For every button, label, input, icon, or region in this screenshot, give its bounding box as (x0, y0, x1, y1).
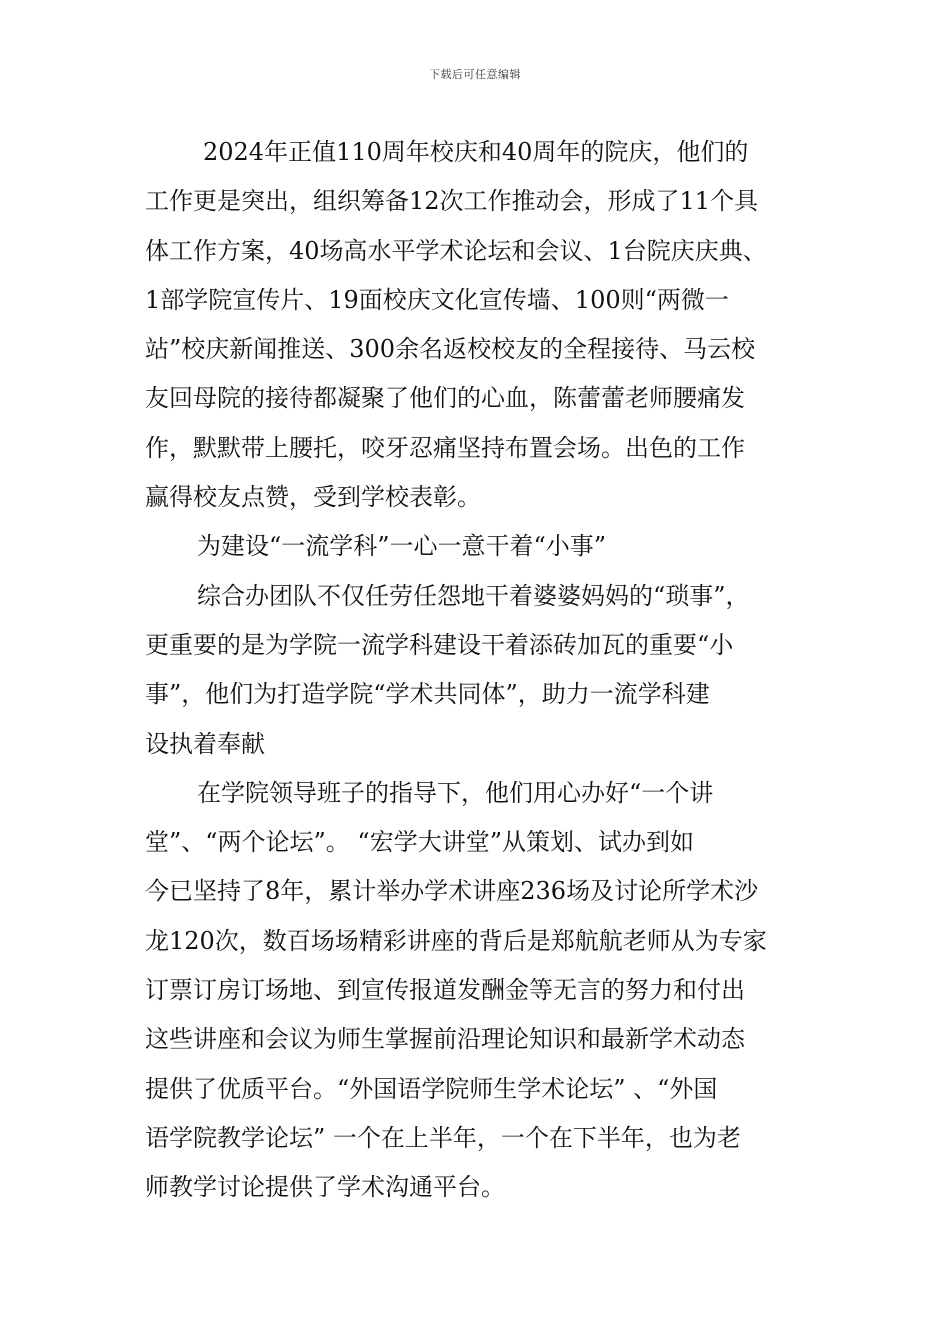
paragraph-2-line-3: 事”，他们为打造学院“学术共同体”，助力一流学科建 (145, 680, 710, 709)
paragraph-2-line-2: 更重要的是为学院一流学科建设干着添砖加瓦的重要“小 (145, 630, 734, 659)
paragraph-3-line-3: 今已坚持了8年，累计举办学术讲座236场及讨论所学术沙 (145, 877, 759, 906)
paragraph-3-line-2: 堂”、“两个论坛”。 “宏学大讲堂”从策划、试办到如 (145, 828, 694, 857)
paragraph-3-line-1: 在学院领导班子的指导下，他们用心办好“一个讲 (197, 778, 714, 807)
paragraph-3-line-9: 师教学讨论提供了学术沟通平台。 (145, 1173, 505, 1202)
paragraph-1-line-1: 2024年正值110周年校庆和40周年的院庆，他们的 (203, 138, 749, 166)
paragraph-1-line-5: 站”校庆新闻推送、300余名返校校友的全程接待、马云校 (145, 335, 756, 364)
paragraph-3-line-5: 订票订房订场地、到宣传报道发酬金等无言的努力和付出 (145, 976, 745, 1005)
paragraph-1-line-3: 体工作方案，40场高水平学术论坛和会议、1台院庆庆典、 (145, 236, 767, 265)
paragraph-3-line-7: 提供了优质平台。“外国语学院师生学术论坛” 、“外国 (145, 1074, 718, 1103)
paragraph-3-line-8: 语学院教学论坛” 一个在上半年，一个在下半年，也为老 (145, 1123, 741, 1152)
document-body (145, 128, 810, 1213)
paragraph-1-line-2: 工作更是突出，组织筹备12次工作推动会，形成了11个具 (145, 187, 759, 216)
paragraph-1-line-8: 赢得校友点赞，受到学校表彰。 (145, 483, 481, 512)
page-header: 下载后可任意编辑 (429, 68, 521, 81)
paragraph-3-line-6: 这些讲座和会议为师生掌握前沿理论知识和最新学术动态 (145, 1025, 745, 1054)
paragraph-1-line-4: 1部学院宣传片、19面校庆文化宣传墙、100则“两微一 (145, 285, 729, 314)
paragraph-3-line-4: 龙120次，数百场场精彩讲座的背后是郑航航老师从为专家 (145, 926, 767, 955)
paragraph-2-line-1: 综合办团队不仅任劳任怨地干着婆婆妈妈的“琐事”， (197, 581, 750, 610)
paragraph-1-line-7: 作，默默带上腰托，咬牙忍痛坚持布置会场。出色的工作 (145, 433, 745, 462)
section-heading: 为建设“一流学科”一心一意干着“小事” (197, 532, 607, 561)
paragraph-1-line-6: 友回母院的接待都凝聚了他们的心血，陈蕾蕾老师腰痛发 (145, 384, 745, 413)
paragraph-2-line-4: 设执着奉献 (145, 729, 265, 758)
